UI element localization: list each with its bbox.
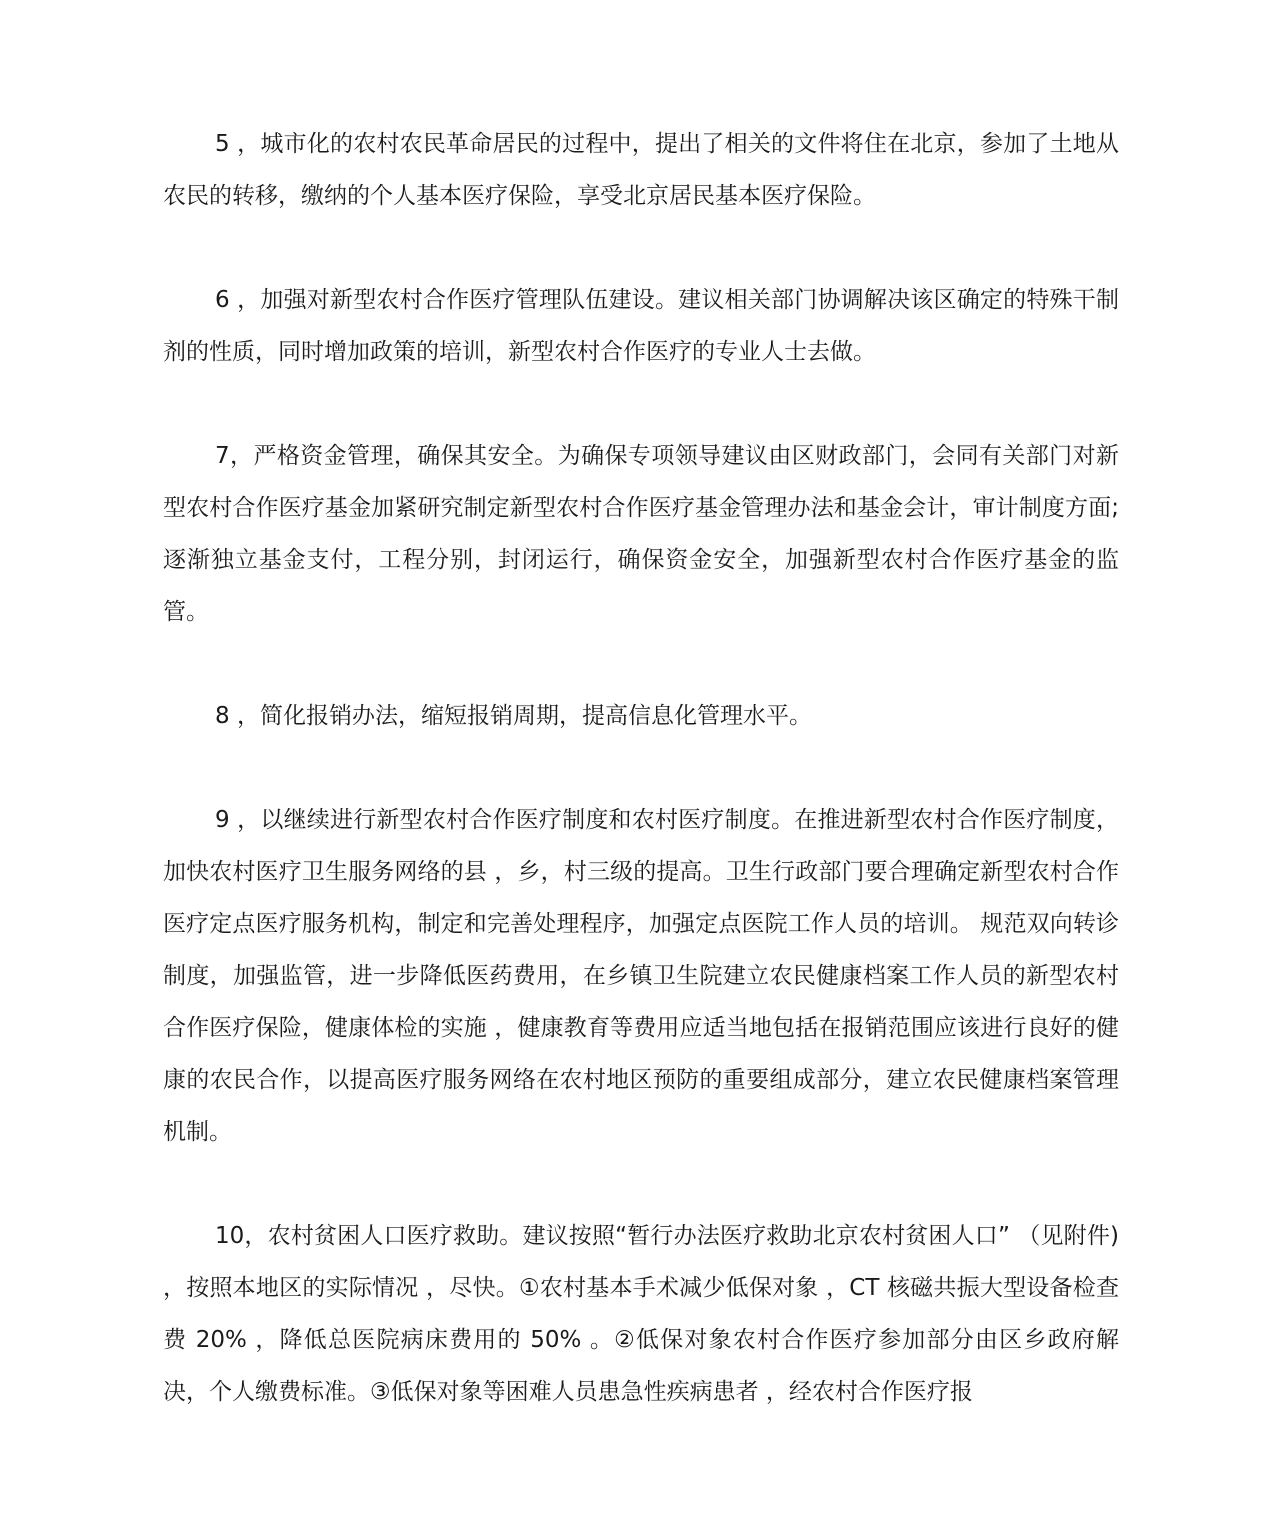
paragraph-9: 9 ，以继续进行新型农村合作医疗制度和农村医疗制度。在推进新型农村合作医疗制度，加快农村医疗卫生服务网络的县 ，乡，村三级的提高。卫生行政部门要合理确定新型农村合作医疗定点医疗服务机构，制定和完善处理程序，加强定点医院工作人员的培训。 规范双向转诊制度，加强监管，进一步降低医药费用，在乡镇卫生院建立农民健康档案工作人员的新型农村合作医疗保险，健康体检的实施 ，健康教育等费用应适当地包括在报销范围应该进行良好的健康的农民合作，以提高医疗服务网络在农村地区预防的重要组成部分，建立农民健康档案管理机制。 — [163, 807, 1119, 1145]
document-page — [163, 118, 1119, 1470]
paragraph-8: 8 ，简化报销办法，缩短报销周期，提高信息化管理水平。 — [215, 703, 812, 729]
paragraph-7: 7，严格资金管理，确保其安全。为确保专项领导建议由区财政部门，会同有关部门对新型农村合作医疗基金加紧研究制定新型农村合作医疗基金管理办法和基金会计，审计制度方面;逐渐独立基金支付，工程分别，封闭运行，确保资金安全，加强新型农村合作医疗基金的监管。 — [163, 443, 1119, 625]
paragraph-10: 10，农村贫困人口医疗救助。建议按照“暂行办法医疗救助北京农村贫困人口” （见附件) ，按照本地区的实际情况 ，尽快。①农村基本手术减少低保对象 ，CT 核磁共振大型设备检查费 20% ，降低总医院病床费用的 50% 。②低保对象农村合作医疗参加部分由区乡政府解决，个人缴费标准。③低保对象等困难人员患急性疾病患者 ，经农村合作医疗报 — [163, 1223, 1119, 1405]
paragraph-6: 6 ，加强对新型农村合作医疗管理队伍建设。建议相关部门协调解决该区确定的特殊干制剂的性质，同时增加政策的培训，新型农村合作医疗的专业人士去做。 — [163, 287, 1119, 365]
paragraph-5: 5 ，城市化的农村农民革命居民的过程中，提出了相关的文件将住在北京，参加了土地从农民的转移，缴纳的个人基本医疗保险，享受北京居民基本医疗保险。 — [163, 131, 1119, 209]
